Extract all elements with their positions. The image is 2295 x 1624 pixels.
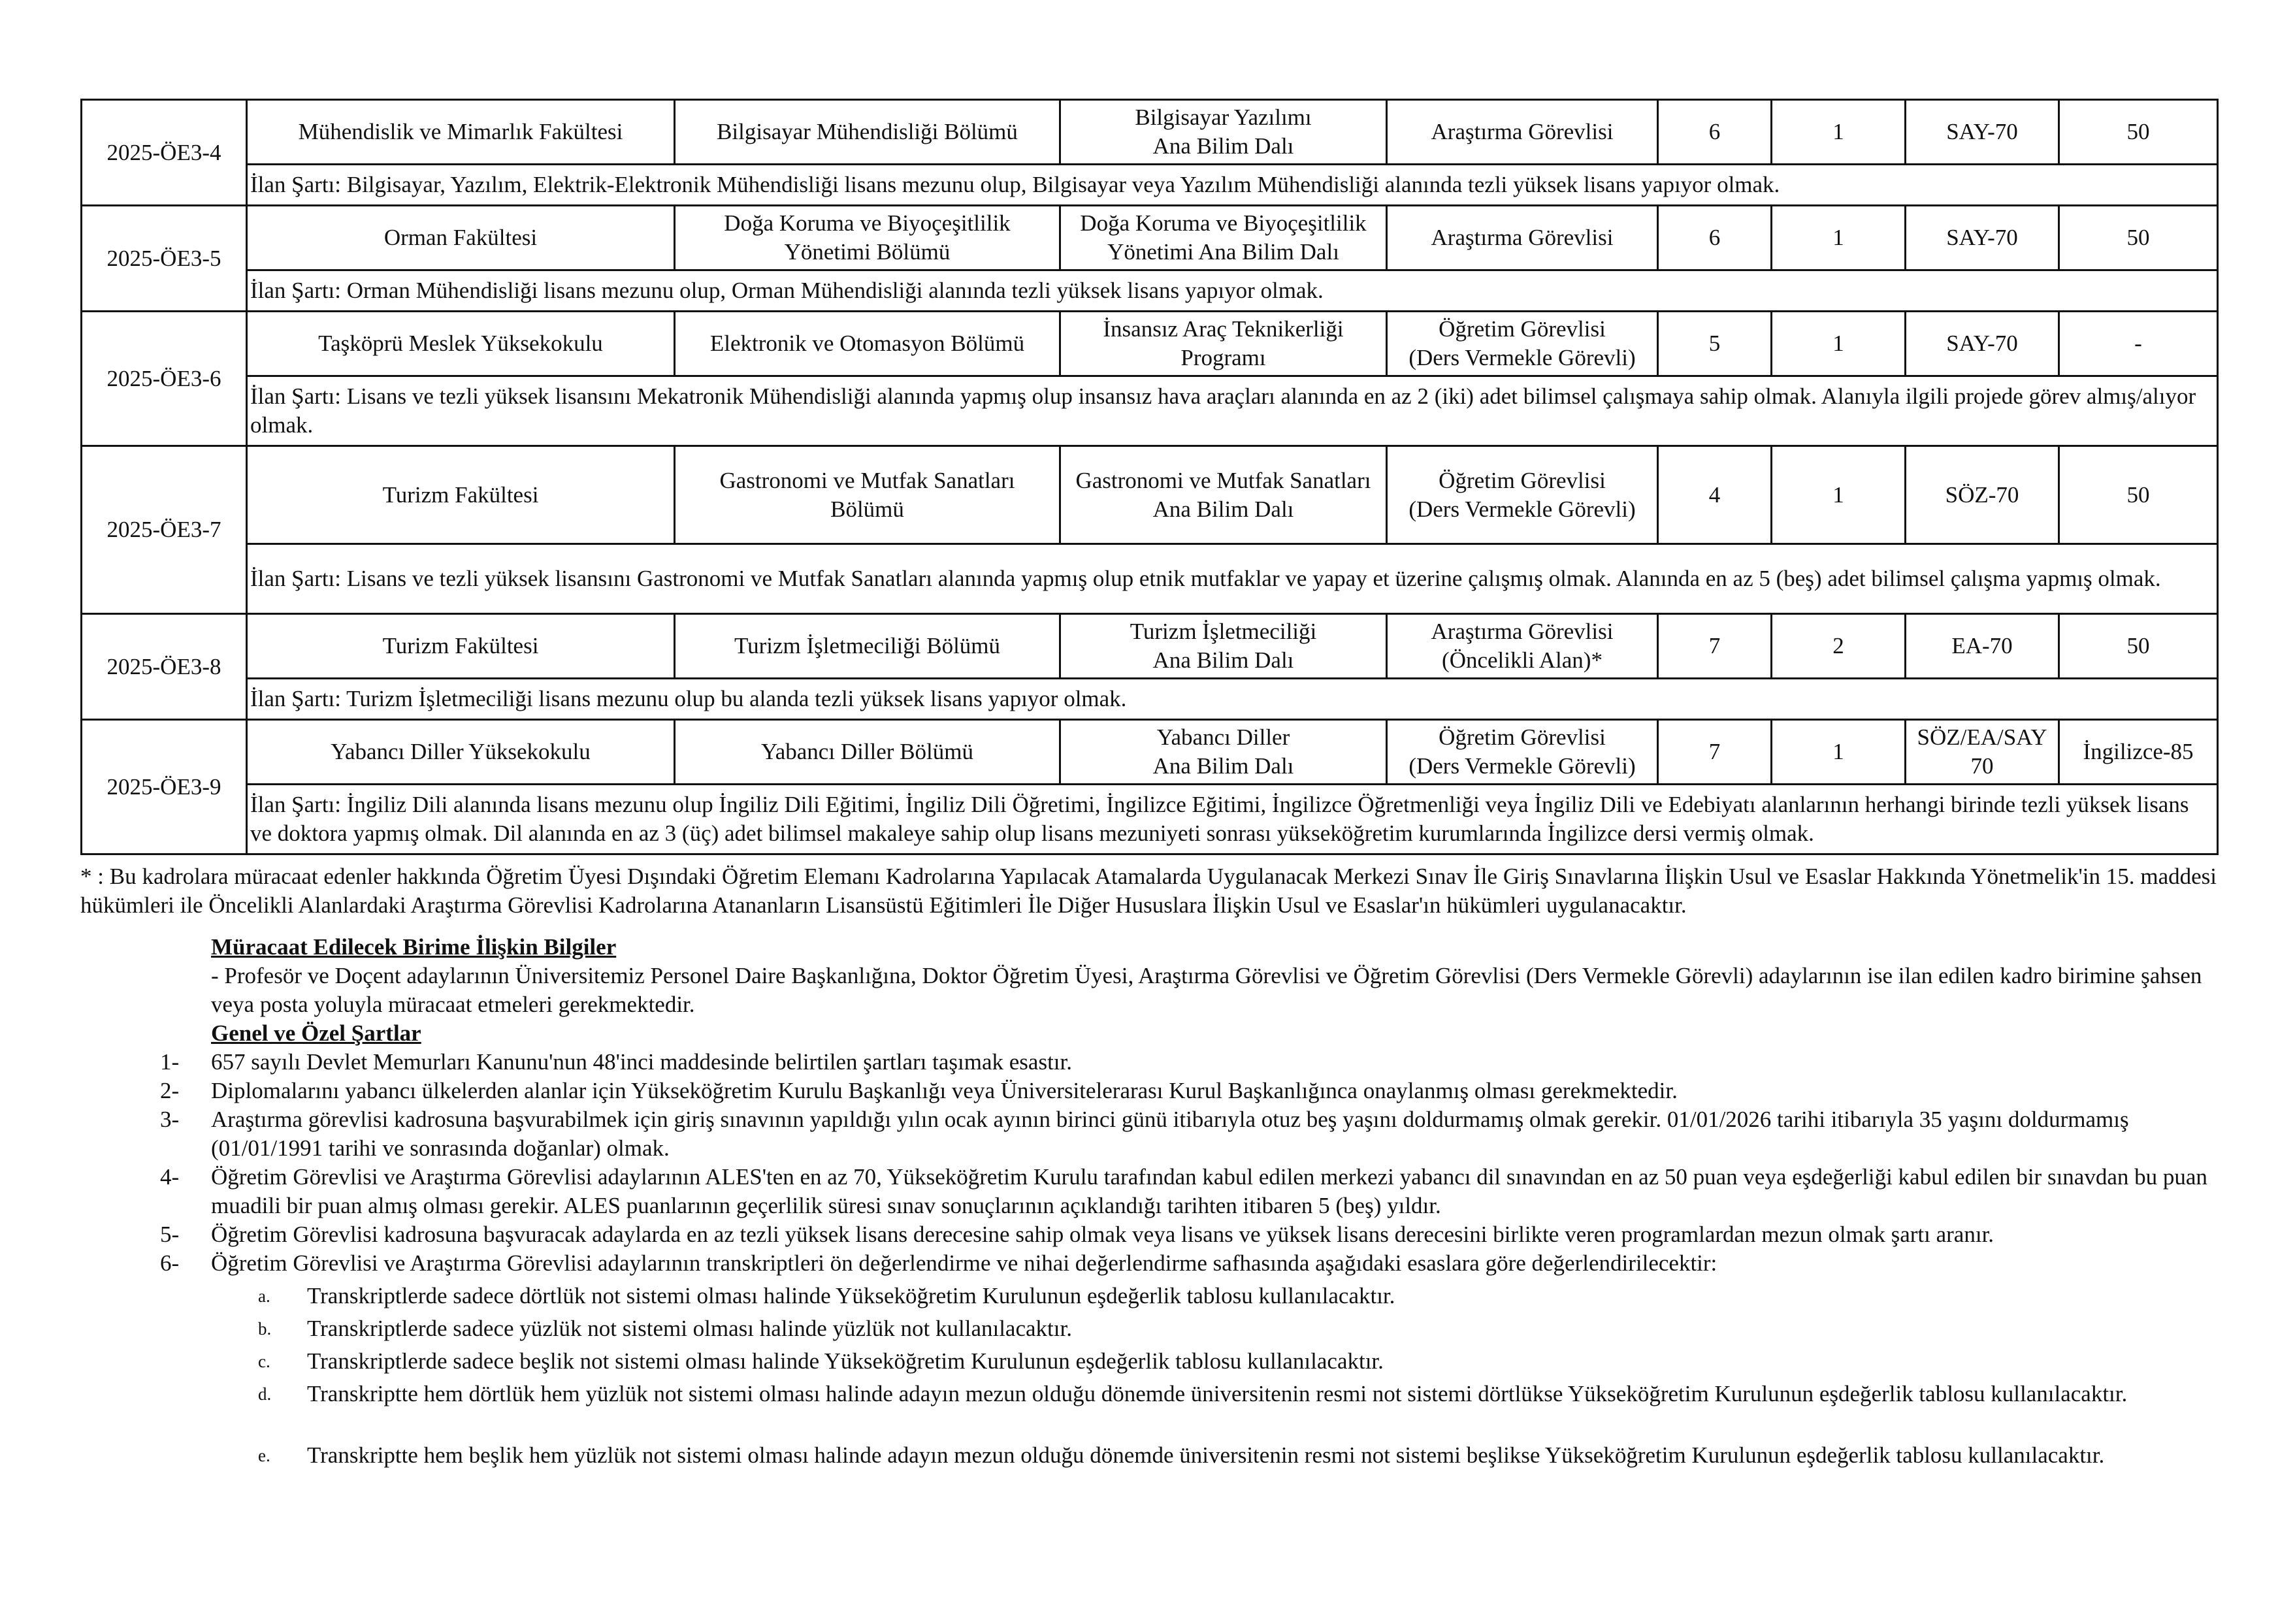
- positions-table: [80, 99, 2219, 855]
- list-text: Öğretim Görevlisi ve Araştırma Görevlisi adaylarının ALES'ten en az 70, Yükseköğretim Kurulu tarafından kabul edilen merkezi yabancı dil sınavından en az 50 puan veya eşdeğerliği kabul edilen bir sınavdan bu puan muadili bir puan almış olması gerekir. ALES puanlarının geçerlilik süresi sınav sonuçlarının açıklandığı tarihten itibaren 5 (beş) yıldır.: [211, 1164, 2207, 1218]
- ales-cell: SAY-70: [1906, 312, 2059, 376]
- department-cell: Elektronik ve Otomasyon Bölümü: [675, 312, 1060, 376]
- position-code: 2025-ÖE3-9: [82, 720, 247, 854]
- sub-letter: c.: [258, 1352, 270, 1371]
- language-cell: 50: [2059, 446, 2218, 544]
- faculty-cell: Mühendislik ve Mimarlık Fakültesi: [247, 100, 675, 165]
- table-row: [82, 312, 2218, 376]
- language-cell: 50: [2059, 206, 2218, 270]
- count-cell: 1: [1772, 312, 1906, 376]
- program-cell: Yabancı Diller Ana Bilim Dalı: [1060, 720, 1387, 785]
- list-text: Araştırma görevlisi kadrosuna başvurabilmek için giriş sınavının yapıldığı yılın ocak ayının birinci günü itibarıyla otuz beş yaşını doldurmamış olmak gerekir. 01/01/2026 tarihi itibarıyla 35 yaşını doldurmamış (01/01/1991 tarihi ve sonrasında doğanlar) olmak.: [211, 1107, 2129, 1161]
- department-cell: Gastronomi ve Mutfak Sanatları Bölümü: [675, 446, 1060, 544]
- title-cell: Araştırma Görevlisi (Öncelikli Alan)*: [1387, 614, 1658, 679]
- count-cell: 1: [1772, 720, 1906, 785]
- department-cell: Yabancı Diller Bölümü: [675, 720, 1060, 785]
- table-row: [82, 206, 2218, 270]
- count-cell: 2: [1772, 614, 1906, 679]
- position-code: 2025-ÖE3-4: [82, 100, 247, 206]
- ales-cell: SÖZ-70: [1906, 446, 2059, 544]
- sub-text: Transkriptte hem dörtlük hem yüzlük not sistemi olması halinde adayın mezun olduğu dönemde üniversitenin resmi not sistemi dörtlükse Yükseköğretim Kurulunun eşdeğerlik tablosu kullanılacaktır.: [307, 1381, 2128, 1406]
- list-text: Öğretim Görevlisi ve Araştırma Görevlisi adaylarının transkriptleri ön değerlendirme ve nihai değerlendirme safhasında aşağıdaki esaslara göre değerlendirilecektir:: [211, 1250, 1717, 1276]
- table-row: [82, 785, 2218, 854]
- faculty-cell: Orman Fakültesi: [247, 206, 675, 270]
- table-row: [82, 446, 2218, 544]
- list-number: 4-: [160, 1164, 180, 1190]
- sub-text: Transkriptte hem beşlik hem yüzlük not sistemi olması halinde adayın mezun olduğu dönemde üniversitenin resmi not sistemi beşlikse Yükseköğretim Kurulunun eşdeğerlik tablosu kullanılacaktır.: [307, 1442, 2105, 1468]
- table-row: [82, 614, 2218, 679]
- condition-cell: İlan Şartı: Lisans ve tezli yüksek lisansını Mekatronik Mühendisliği alanında yapmış olup insansız hava araçları alanında en az 2 (iki) adet bilimsel çalışmaya sahip olmak. Alanıyla ilgili projede görev almış/alıyor olmak.: [247, 376, 2218, 446]
- table-row: [82, 376, 2218, 446]
- title-cell: Öğretim Görevlisi (Ders Vermekle Görevli): [1387, 720, 1658, 785]
- language-cell: -: [2059, 312, 2218, 376]
- table-row: [82, 270, 2218, 312]
- department-cell: Doğa Koruma ve Biyoçeşitlilik Yönetimi Bölümü: [675, 206, 1060, 270]
- table-row: [82, 165, 2218, 206]
- list-number: 3-: [160, 1107, 180, 1132]
- footnote: * : Bu kadrolara müracaat edenler hakkında Öğretim Üyesi Dışındaki Öğretim Elemanı Kadrolarına Yapılacak Atamalarda Uygulanacak Merkezi Sınav İle Giriş Sınavlarına İlişkin Usul ve Esaslar Hakkında Yönetmelik'in 15. maddesi hükümleri ile Öncelikli Alanlardaki Araştırma Görevlisi Kadrolarına Atananların Lisansüstü Eğitimleri İle Diğer Hususlara İlişkin Usul ve Esaslar'ın hükümleri uygulanacaktır.: [80, 864, 2217, 918]
- title-cell: Öğretim Görevlisi (Ders Vermekle Görevli): [1387, 446, 1658, 544]
- position-code: 2025-ÖE3-5: [82, 206, 247, 312]
- application-text: - Profesör ve Doçent adaylarının Üniversitemiz Personel Daire Başkanlığına, Doktor Öğretim Üyesi, Araştırma Görevlisi ve Öğretim Görevlisi (Ders Vermekle Görevli) adaylarının ise ilan edilen kadro birimine şahsen veya posta yoluyla müracaat etmeleri gerekmektedir.: [211, 963, 2202, 1017]
- ales-cell: SAY-70: [1906, 100, 2059, 165]
- condition-cell: İlan Şartı: Orman Mühendisliği lisans mezunu olup, Orman Mühendisliği alanında tezli yüksek lisans yapıyor olmak.: [247, 270, 2218, 312]
- list-number: 1-: [160, 1049, 180, 1075]
- sub-letter: e.: [258, 1446, 270, 1465]
- sub-letter: b.: [258, 1319, 272, 1339]
- ales-cell: EA-70: [1906, 614, 2059, 679]
- sub-text: Transkriptlerde sadece beşlik not sistemi olması halinde Yükseköğretim Kurulunun eşdeğerlik tablosu kullanılacaktır.: [307, 1348, 1384, 1374]
- ales-cell: SÖZ/EA/SAY 70: [1906, 720, 2059, 785]
- conditions-title: Genel ve Özel Şartlar: [211, 1020, 421, 1046]
- ales-cell: SAY-70: [1906, 206, 2059, 270]
- program-cell: Doğa Koruma ve Biyoçeşitlilik Yönetimi Ana Bilim Dalı: [1060, 206, 1387, 270]
- degree-cell: 7: [1658, 614, 1772, 679]
- table-row: [82, 720, 2218, 785]
- condition-cell: İlan Şartı: Turizm İşletmeciliği lisans mezunu olup bu alanda tezli yüksek lisans yapıyor olmak.: [247, 679, 2218, 720]
- sub-text: Transkriptlerde sadece yüzlük not sistemi olması halinde yüzlük not kullanılacaktır.: [307, 1316, 1072, 1341]
- sub-letter: a.: [258, 1286, 270, 1306]
- degree-cell: 4: [1658, 446, 1772, 544]
- list-text: 657 sayılı Devlet Memurları Kanunu'nun 48'inci maddesinde belirtilen şartları taşımak esastır.: [211, 1049, 1072, 1075]
- program-cell: İnsansız Araç Teknikerliği Programı: [1060, 312, 1387, 376]
- condition-cell: İlan Şartı: Lisans ve tezli yüksek lisansını Gastronomi ve Mutfak Sanatları alanında yapmış olup etnik mutfaklar ve yapay et üzerine çalışmış olmak. Alanında en az 5 (beş) adet bilimsel çalışma yapmış olmak.: [247, 544, 2218, 614]
- list-number: 6-: [160, 1250, 180, 1276]
- table-row: [82, 679, 2218, 720]
- position-code: 2025-ÖE3-7: [82, 446, 247, 614]
- list-text: Diplomalarını yabancı ülkelerden alanlar için Yükseköğretim Kurulu Başkanlığı veya Üniversitelerarası Kurul Başkanlığınca onaylanmış olması gerekmektedir.: [211, 1078, 1678, 1103]
- title-cell: Öğretim Görevlisi (Ders Vermekle Görevli): [1387, 312, 1658, 376]
- list-number: 5-: [160, 1222, 180, 1247]
- program-cell: Bilgisayar Yazılımı Ana Bilim Dalı: [1060, 100, 1387, 165]
- language-cell: İngilizce-85: [2059, 720, 2218, 785]
- department-cell: Bilgisayar Mühendisliği Bölümü: [675, 100, 1060, 165]
- language-cell: 50: [2059, 100, 2218, 165]
- title-cell: Araştırma Görevlisi: [1387, 206, 1658, 270]
- degree-cell: 7: [1658, 720, 1772, 785]
- degree-cell: 6: [1658, 100, 1772, 165]
- count-cell: 1: [1772, 446, 1906, 544]
- degree-cell: 6: [1658, 206, 1772, 270]
- table-row: [82, 100, 2218, 165]
- faculty-cell: Turizm Fakültesi: [247, 614, 675, 679]
- position-code: 2025-ÖE3-8: [82, 614, 247, 720]
- program-cell: Gastronomi ve Mutfak Sanatları Ana Bilim Dalı: [1060, 446, 1387, 544]
- program-cell: Turizm İşletmeciliği Ana Bilim Dalı: [1060, 614, 1387, 679]
- table-row: [82, 544, 2218, 614]
- department-cell: Turizm İşletmeciliği Bölümü: [675, 614, 1060, 679]
- application-title: Müracaat Edilecek Birime İlişkin Bilgiler: [211, 934, 617, 960]
- count-cell: 1: [1772, 100, 1906, 165]
- count-cell: 1: [1772, 206, 1906, 270]
- language-cell: 50: [2059, 614, 2218, 679]
- condition-cell: İlan Şartı: İngiliz Dili alanında lisans mezunu olup İngiliz Dili Eğitimi, İngiliz Dili Öğretimi, İngilizce Eğitimi, İngilizce Öğretmenliği veya İngiliz Dili ve Edebiyatı alanlarının herhangi birinde tezli yüksek lisans ve doktora yapmış olmak. Dil alanında en az 3 (üç) adet bilimsel makaleye sahip olup lisans mezuniyeti sonrası yükseköğretim kurumlarında İngilizce dersi vermiş olmak.: [247, 785, 2218, 854]
- list-number: 2-: [160, 1078, 180, 1103]
- faculty-cell: Taşköprü Meslek Yüksekokulu: [247, 312, 675, 376]
- faculty-cell: Yabancı Diller Yüksekokulu: [247, 720, 675, 785]
- position-code: 2025-ÖE3-6: [82, 312, 247, 446]
- faculty-cell: Turizm Fakültesi: [247, 446, 675, 544]
- list-text: Öğretim Görevlisi kadrosuna başvuracak adaylarda en az tezli yüksek lisans derecesine sahip olmak veya lisans ve yüksek lisans derecesini birlikte veren programlardan mezun olmak şartı aranır.: [211, 1222, 1994, 1247]
- degree-cell: 5: [1658, 312, 1772, 376]
- condition-cell: İlan Şartı: Bilgisayar, Yazılım, Elektrik-Elektronik Mühendisliği lisans mezunu olup, Bilgisayar veya Yazılım Mühendisliği alanında tezli yüksek lisans yapıyor olmak.: [247, 165, 2218, 206]
- title-cell: Araştırma Görevlisi: [1387, 100, 1658, 165]
- sub-text: Transkriptlerde sadece dörtlük not sistemi olması halinde Yükseköğretim Kurulunun eşdeğerlik tablosu kullanılacaktır.: [307, 1283, 1395, 1308]
- sub-letter: d.: [258, 1384, 272, 1404]
